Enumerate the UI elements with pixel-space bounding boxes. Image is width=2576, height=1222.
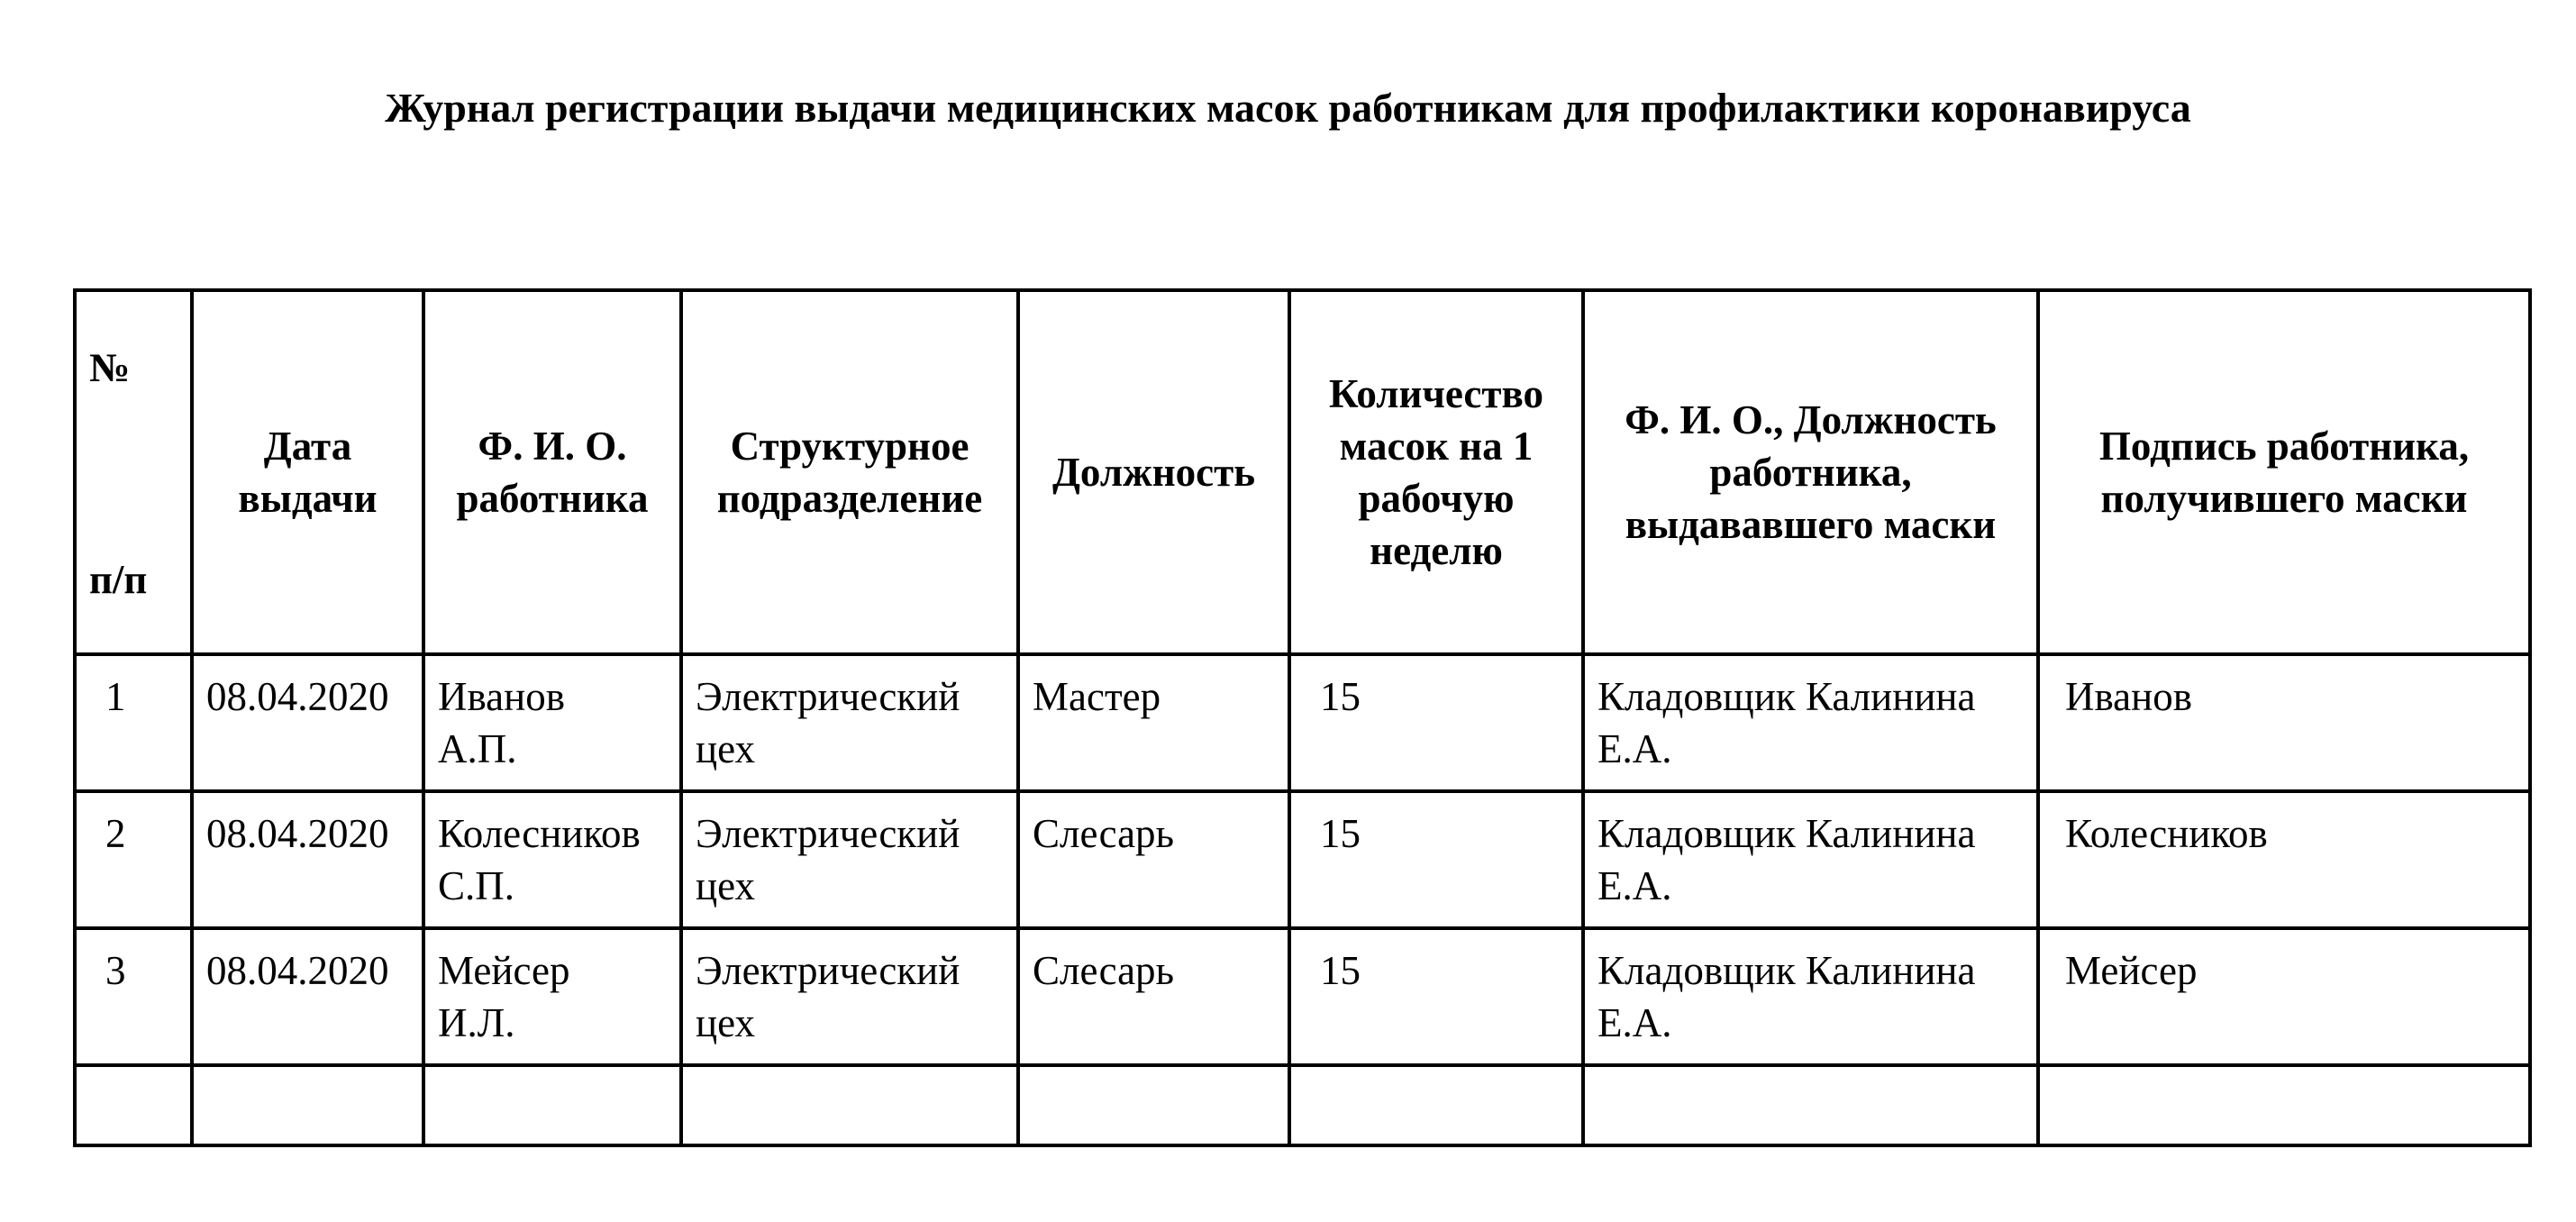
empty-cell (1583, 1065, 2038, 1145)
empty-cell (1289, 1065, 1583, 1145)
row-date: 08.04.2020 (192, 791, 423, 928)
row-quantity: 15 (1289, 654, 1583, 791)
mask-issue-journal-table (73, 288, 2532, 1147)
empty-cell (192, 1065, 423, 1145)
row-number: 2 (75, 791, 192, 928)
empty-cell (423, 1065, 681, 1145)
header-issuer: Ф. И. О., Должность работника, выдававшего маски (1583, 290, 2038, 654)
document-title: Журнал регистрации выдачи медицинских масок работникам для профилактики коронавируса (385, 85, 2191, 131)
row-unit: Электрический цех (681, 791, 1018, 928)
header-unit: Структурное подразделение (681, 290, 1018, 654)
row-fio: Иванов А.П. (423, 654, 681, 791)
row-signature: Мейсер (2038, 928, 2530, 1065)
row-issuer: Кладовщик Калинина Е.А. (1583, 654, 2038, 791)
row-unit: Электрический цех (681, 654, 1018, 791)
empty-cell (1018, 1065, 1289, 1145)
header-number-sign: № (89, 345, 131, 390)
row-number: 3 (75, 928, 192, 1065)
empty-cell (681, 1065, 1018, 1145)
row-signature: Колесников (2038, 791, 2530, 928)
table-header-row (75, 290, 2530, 654)
table-row (75, 928, 2530, 1065)
row-number: 1 (75, 654, 192, 791)
header-signature: Подпись работника, получившего маски (2038, 290, 2530, 654)
row-issuer: Кладовщик Калинина Е.А. (1583, 928, 2038, 1065)
row-position: Слесарь (1018, 928, 1289, 1065)
header-fio: Ф. И. О. работника (423, 290, 681, 654)
row-fio: Мейсер И.Л. (423, 928, 681, 1065)
row-date: 08.04.2020 (192, 928, 423, 1065)
header-number (75, 290, 192, 654)
row-fio: Колесников С.П. (423, 791, 681, 928)
row-position: Мастер (1018, 654, 1289, 791)
row-quantity: 15 (1289, 928, 1583, 1065)
empty-cell (2038, 1065, 2530, 1145)
empty-table-row (75, 1065, 2530, 1145)
row-signature: Иванов (2038, 654, 2530, 791)
row-unit: Электрический цех (681, 928, 1018, 1065)
empty-cell (75, 1065, 192, 1145)
table-row (75, 654, 2530, 791)
header-quantity: Количество масок на 1 рабочую неделю (1289, 290, 1583, 654)
header-position: Должность (1018, 290, 1289, 654)
table-row (75, 791, 2530, 928)
row-position: Слесарь (1018, 791, 1289, 928)
row-issuer: Кладовщик Калинина Е.А. (1583, 791, 2038, 928)
header-number-pp: п/п (89, 557, 148, 602)
row-date: 08.04.2020 (192, 654, 423, 791)
header-date: Дата выдачи (192, 290, 423, 654)
row-quantity: 15 (1289, 791, 1583, 928)
